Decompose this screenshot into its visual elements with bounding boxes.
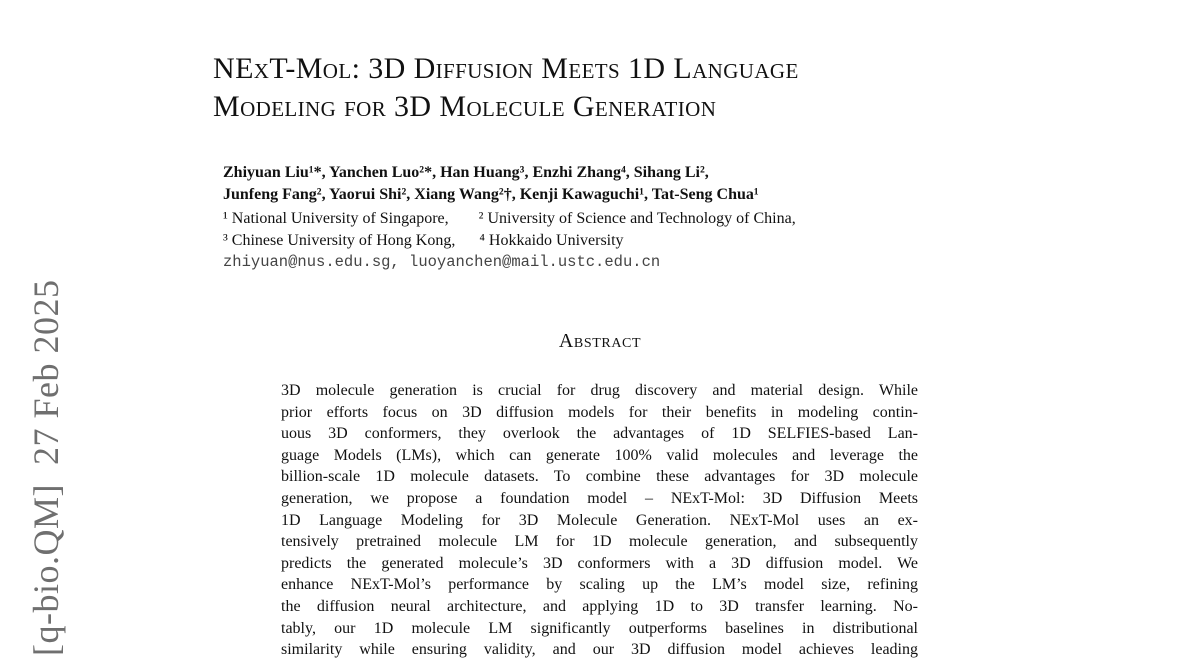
affiliation-line-2 xyxy=(223,230,1123,252)
abstract-line: tensively pretrained molecule LM for 1D molecule generation, and subsequently xyxy=(281,533,918,551)
author-emails: zhiyuan@nus.edu.sg, luoyanchen@mail.ustc.edu.cn xyxy=(223,253,661,271)
abstract-line: billion-scale 1D molecule datasets. To combine these advantages for 3D molecule xyxy=(281,468,918,486)
title-line-2: Modeling for 3D Molecule Generation xyxy=(213,90,717,123)
abstract-line: prior efforts focus on 3D diffusion models for their benefits in modeling contin- xyxy=(281,403,918,421)
abstract-line: uous 3D conformers, they overlook the advantages of 1D SELFIES-based Lan- xyxy=(281,425,918,443)
author-list xyxy=(223,162,1123,206)
arxiv-stamp-text: [q-bio.QM] 27 Feb 2025 xyxy=(26,280,66,657)
author-line-1: Zhiyuan Liu¹*, Yanchen Luo²*, Han Huang³, Enzhi Zhang⁴, Sihang Li², xyxy=(223,164,709,181)
abstract-heading: Abstract xyxy=(558,330,642,352)
abstract-line: guage Models (LMs), which can generate 100% valid molecules and leverage the xyxy=(281,446,918,464)
abstract-line: tably, our 1D molecule LM significantly outperforms baselines in distributional xyxy=(281,619,918,637)
paper-title xyxy=(213,50,1113,126)
affiliation-list xyxy=(223,208,1123,252)
abstract-line: similarity while ensuring validity, and our 3D diffusion model achieves leading xyxy=(281,641,918,659)
author-line-2: Junfeng Fang², Yaorui Shi², Xiang Wang²†, Kenji Kawaguchi¹, Tat-Seng Chua¹ xyxy=(223,186,759,203)
abstract-line: 1D Language Modeling for 3D Molecule Generation. NExT-Mol uses an ex- xyxy=(281,511,918,529)
affiliation-hokkaido: ⁴ Hokkaido University xyxy=(479,232,624,249)
affiliation-ustc: ² University of Science and Technology of China, xyxy=(478,210,796,227)
abstract-line: 3D molecule generation is crucial for drug discovery and material design. While xyxy=(281,382,918,399)
affiliation-cuhk: ³ Chinese University of Hong Kong, xyxy=(223,232,456,249)
abstract-line: generation, we propose a foundation model – NExT-Mol: 3D Diffusion Meets xyxy=(281,489,918,507)
abstract-body xyxy=(281,380,918,661)
abstract-line: predicts the generated molecule’s 3D conformers with a 3D diffusion model. We xyxy=(281,554,918,572)
affiliation-nus: ¹ National University of Singapore, xyxy=(223,210,449,227)
title-line-1: NExT-Mol: 3D Diffusion Meets 1D Language xyxy=(213,52,799,85)
affiliation-line-1 xyxy=(223,208,1123,230)
abstract-line: the diffusion neural architecture, and applying 1D to 3D transfer learning. No- xyxy=(281,597,918,615)
abstract-line: enhance NExT-Mol’s performance by scaling up the LM’s model size, refining xyxy=(281,576,918,594)
